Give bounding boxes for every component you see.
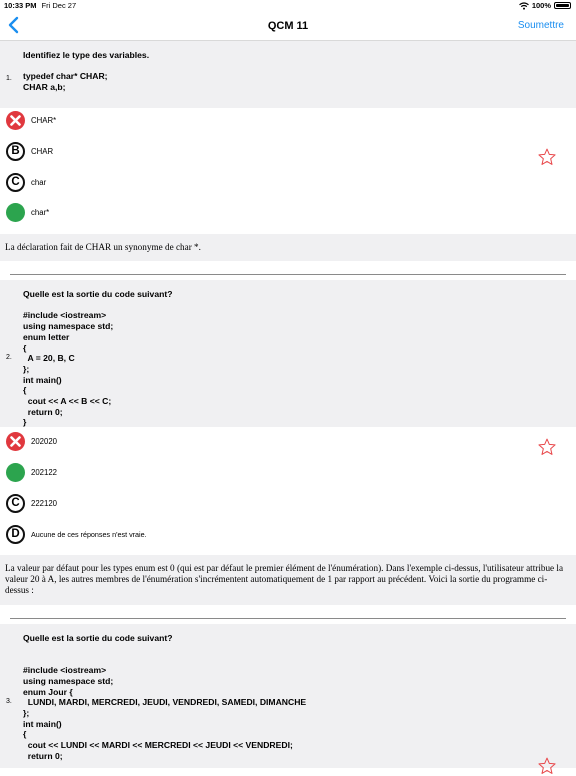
answer-label: CHAR* xyxy=(31,116,57,125)
question-text: Identifiez le type des variables. typedef char* CHAR; CHAR a,b; xyxy=(23,50,150,93)
answer-label: char xyxy=(31,178,47,187)
letter-d-icon: D xyxy=(6,525,25,544)
explanation-text: La valeur par défaut pour les types enum est 0 (qui est par défaut le premier élément de l'énumération). Dans l'exemple ci-dessus, l'utilisateur attribue la valeur 20 à A, les autres membres de l'énumération s'incrémentent automatiquement de 1 par rapport au précédent. Voici la sortie du programme ci-dessus : xyxy=(5,563,564,595)
letter-c-icon: C xyxy=(6,173,25,192)
submit-button[interactable]: Soumettre xyxy=(517,20,564,31)
answer-label: 202122 xyxy=(31,468,58,477)
favorite-star-icon[interactable] xyxy=(537,437,557,457)
favorite-star-icon[interactable] xyxy=(537,756,557,776)
battery-percent: 100% xyxy=(531,1,551,10)
answer-option-d[interactable] xyxy=(0,198,576,228)
favorite-star-icon[interactable] xyxy=(537,147,557,167)
question-number: 1. xyxy=(6,75,12,82)
answer-option-b[interactable] xyxy=(0,137,576,167)
wrong-answer-icon xyxy=(6,432,25,451)
status-left xyxy=(4,1,76,10)
correct-answer-icon xyxy=(6,463,25,482)
question-2-block xyxy=(0,280,576,427)
status-bar xyxy=(0,0,576,12)
explanation-text: La déclaration fait de CHAR un synonyme de char *. xyxy=(5,242,201,252)
correct-answer-icon xyxy=(6,203,25,222)
question-number: 2. xyxy=(6,354,12,361)
answer-option-d[interactable] xyxy=(0,520,576,550)
battery-icon xyxy=(554,2,571,9)
wrong-answer-icon xyxy=(6,111,25,130)
answer-option-c[interactable] xyxy=(0,489,576,519)
answer-label: Aucune de ces réponses n'est vraie. xyxy=(31,530,147,539)
question-number: 3. xyxy=(6,698,12,705)
answer-label: char* xyxy=(31,208,50,217)
page-title: QCM 11 xyxy=(267,20,309,32)
answer-option-a[interactable] xyxy=(0,427,576,457)
answer-option-b[interactable] xyxy=(0,458,576,488)
status-date: Fri Dec 27 xyxy=(41,1,77,10)
question-text: Quelle est la sortie du code suivant? #include <iostream> using namespace std; enum Jour { LUNDI, MARDI, MERCREDI, JEUDI, VENDREDI, SAMEDI, DIMANCHE }; int main() { cout << LUNDI << MARDI << MERCREDI << JEUDI << VENDREDI; return 0; xyxy=(23,633,307,761)
letter-c-icon: C xyxy=(6,494,25,513)
letter-b-icon: B xyxy=(6,142,25,161)
explanation-1 xyxy=(0,234,576,261)
divider xyxy=(10,618,566,619)
question-text: Quelle est la sortie du code suivant? #include <iostream> using namespace std; enum letter { A = 20, B, C }; int main() { cout << A << B << C; return 0; } xyxy=(23,289,173,428)
answer-label: CHAR xyxy=(31,147,54,156)
question-3-block xyxy=(0,624,576,768)
status-time: 10:33 PM xyxy=(4,1,37,10)
navigation-bar xyxy=(0,12,576,41)
answer-label: 202020 xyxy=(31,437,58,446)
explanation-2 xyxy=(0,555,576,605)
divider xyxy=(10,274,566,275)
answer-label: 222120 xyxy=(31,499,58,508)
answer-option-a[interactable] xyxy=(0,106,576,136)
answer-option-c[interactable] xyxy=(0,168,576,198)
wifi-icon xyxy=(519,2,529,10)
question-1-block xyxy=(0,41,576,108)
status-right xyxy=(519,1,571,10)
